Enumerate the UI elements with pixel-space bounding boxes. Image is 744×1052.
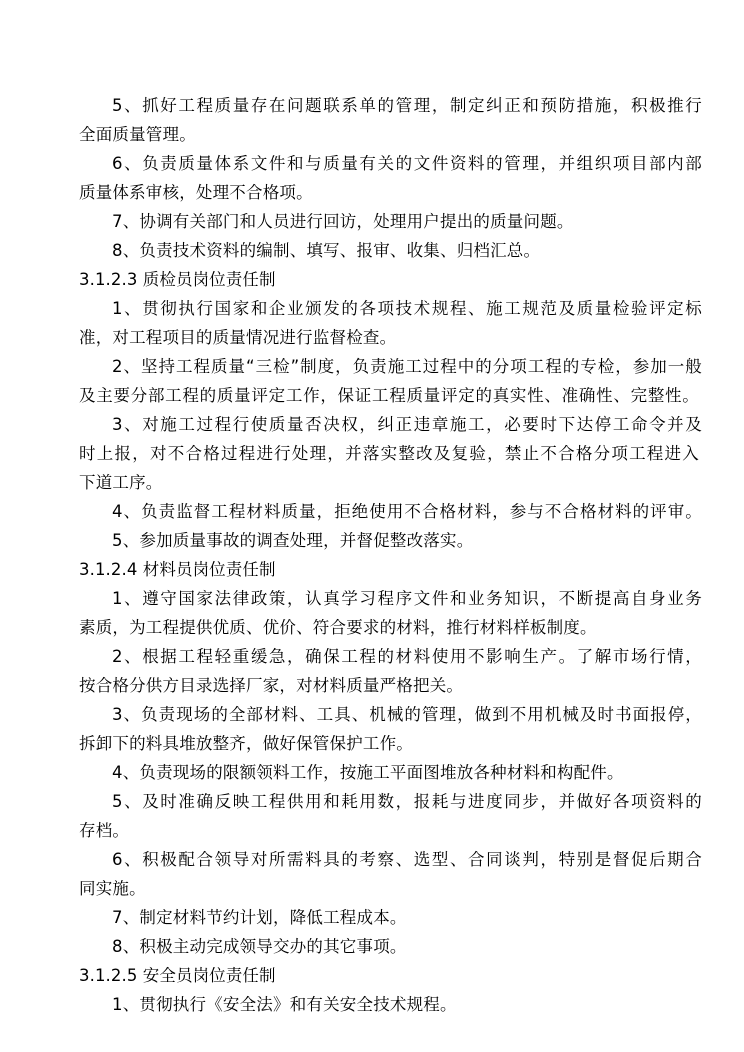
paragraph-line: 5、参加质量事故的调查处理，并督促整改落实。 [112,531,474,550]
paragraph-line: 2、根据工程轻重缓急，确保工程的材料使用不影响生产。了解市场行情， [112,647,702,666]
paragraph-line: 按合格分供方目录选择厂家，对材料质量严格把关。 [79,676,464,695]
paragraph-line: 时上报，对不合格过程进行处理，并落实整改及复验，禁止不合格分项工程进入 [79,444,699,463]
section-heading: 3.1.2.4 材料员岗位责任制 [79,560,276,579]
paragraph-line: 质量体系审核，处理不合格项。 [79,183,313,202]
paragraph-line: 6、负责质量体系文件和与质量有关的文件资料的管理，并组织项目部内部 [112,154,702,173]
paragraph-line: 1、贯彻执行国家和企业颁发的各项技术规程、施工规范及质量检验评定标 [112,299,702,318]
paragraph-line: 2、坚持工程质量“三检”制度，负责施工过程中的分项工程的专检，参加一般 [112,357,702,376]
paragraph-line: 全面质量管理。 [79,125,196,144]
paragraph-line: 同实施。 [79,879,146,898]
paragraph-line: 拆卸下的料具堆放整齐，做好保管保护工作。 [79,734,413,753]
paragraph-line: 1、遵守国家法律政策，认真学习程序文件和业务知识，不断提高自身业务 [112,589,702,608]
paragraph-line: 5、抓好工程质量存在问题联系单的管理，制定纠正和预防措施，积极推行 [112,96,702,115]
paragraph-line: 准，对工程项目的质量情况进行监督检查。 [79,328,397,347]
section-heading: 3.1.2.5 安全员岗位责任制 [79,966,276,985]
paragraph-line: 3、负责现场的全部材料、工具、机械的管理，做到不用机械及时书面报停， [112,705,702,724]
paragraph-line: 8、积极主动完成领导交办的其它事项。 [112,937,407,956]
paragraph-line: 及主要分部工程的质量评定工作，保证工程质量评定的真实性、准确性、完整性。 [79,386,699,405]
paragraph-line: 8、负责技术资料的编制、填写、报审、收集、归档汇总。 [112,241,541,260]
paragraph-line: 素质，为工程提供优质、优价、符合要求的材料，推行材料样板制度。 [79,618,597,637]
paragraph-line: 7、协调有关部门和人员进行回访，处理用户提出的质量问题。 [112,212,574,231]
paragraph-line: 5、及时准确反映工程供用和耗用数，报耗与进度同步，并做好各项资料的 [112,792,702,811]
paragraph-line: 1、贯彻执行《安全法》和有关安全技术规程。 [112,995,457,1014]
paragraph-line: 3、对施工过程行使质量否决权，纠正违章施工，必要时下达停工命令并及 [112,415,702,434]
paragraph-line: 4、负责监督工程材料质量，拒绝使用不合格材料，参与不合格材料的评审。 [112,502,702,521]
paragraph-line: 7、制定材料节约计划，降低工程成本。 [112,908,407,927]
paragraph-line: 存档。 [79,821,130,840]
section-heading: 3.1.2.3 质检员岗位责任制 [79,270,276,289]
paragraph-line: 下道工序。 [79,473,163,492]
paragraph-line: 6、积极配合领导对所需料具的考察、选型、合同谈判，特别是督促后期合 [112,850,702,869]
paragraph-line: 4、负责现场的限额领料工作，按施工平面图堆放各种材料和构配件。 [112,763,624,782]
